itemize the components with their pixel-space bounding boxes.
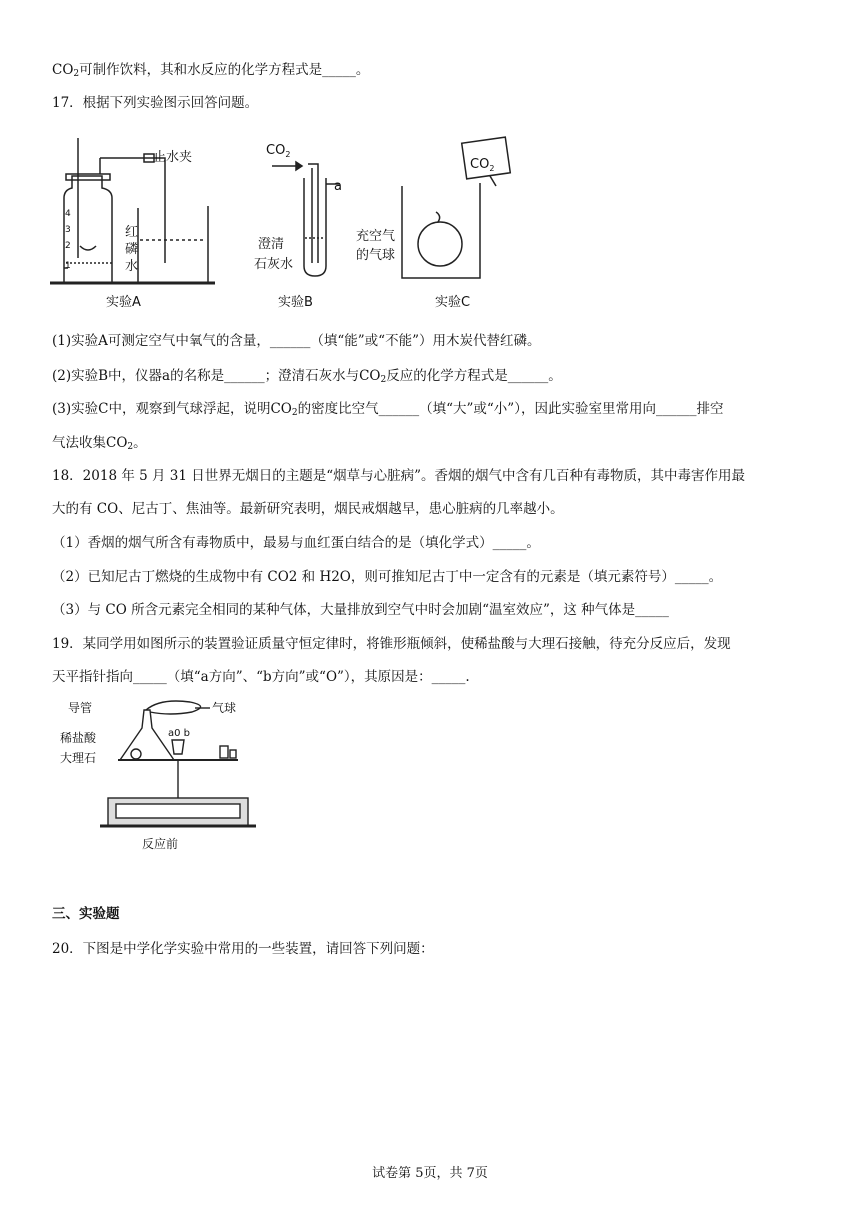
q17-stem: 17．根据下列实验图示回答问题。 [52,95,259,111]
svg-text:1: 1 [65,261,71,271]
svg-text:实验C: 实验C [435,295,471,310]
svg-text:a: a [334,179,342,194]
q18-line1: 18．2018 年 5 月 31 日世界无烟日的主题是“烟草与心脏病”。香烟的烟气中含有几百种有毒物质，其中毒害作用最 [52,468,746,484]
q16-tail: $CO_2$可制作饮料，其和水反应的化学方程式是_____。 [52,62,370,79]
svg-text:CO2: $CO_2$ [266,143,291,159]
svg-text:3: 3 [65,225,71,235]
section-heading: 三、实验题 [52,906,120,922]
q17-figure [50,128,520,318]
q19-balance-figure [60,698,260,858]
svg-text:实验A: 实验A [106,295,141,310]
q17-part3-cont: 气法收集$CO_2$。 [52,435,147,452]
q18-sub2: （2）已知尼古丁燃烧的生成物中有 CO2 和 H2O，则可推知尼古丁中一定含有的元素是（填元素符号）_____。 [52,569,723,585]
svg-text:CO2: $CO_2$ [470,157,495,173]
q19-line1: 19．某同学用如图所示的装置验证质量守恒定律时，将锥形瓶倾斜，使稀盐酸与大理石接触，待充分反应后，发现 [52,636,731,652]
svg-text:实验B: 实验B [278,295,313,310]
q17-part3: (3)实验C中，观察到气球浮起，说明$CO_2$的密度比空气______（填“大”或“小”），因此实验室里常用向______排空 [52,401,724,418]
q18-line2: 大的有 CO、尼古丁、焦油等。最新研究表明，烟民戒烟越早，患心脏病的几率越小。 [52,501,564,517]
svg-text:气球: 气球 [212,701,237,715]
q18-sub3: （3）与 CO 所含元素完全相同的某种气体，大量排放到空气中时会加剧“温室效应”，这 种气体是_____ [52,602,669,618]
svg-text:澄清: 澄清 [258,237,285,252]
svg-text:充空气: 充空气 [356,229,396,244]
q17-part1: (1)实验A可测定空气中氧气的含量，______（填“能”或“不能”）用木炭代替红磷。 [52,333,541,349]
svg-text:稀盐酸: 稀盐酸 [60,731,97,745]
page-footer: 试卷第 5页，共 7页 [372,1166,488,1181]
svg-text:大理石: 大理石 [60,751,97,765]
svg-text:2: 2 [65,241,71,251]
q20-stem: 20．下图是中学化学实验中常用的一些装置，请回答下列问题： [52,941,434,957]
svg-text:的气球: 的气球 [356,248,396,263]
svg-text:石灰水: 石灰水 [254,257,294,272]
svg-text:a0 b: a0 b [168,728,191,739]
q17-part2: (2)实验B中，仪器a的名称是______；澄清石灰水与$CO_2$反应的化学方程式是______。 [52,368,562,385]
svg-text:水: 水 [125,259,139,274]
q19-line2: 天平指针指向_____（填“a方向”、“b方向”或“O”），其原因是：_____. [52,669,470,685]
svg-text:4: 4 [65,209,71,219]
svg-text:止水夹: 止水夹 [153,150,193,165]
svg-text:红: 红 [125,225,139,240]
svg-text:导管: 导管 [68,701,93,715]
svg-text:反应前: 反应前 [142,837,179,851]
svg-text:磷: 磷 [125,242,139,257]
q18-sub1: （1）香烟的烟气所含有毒物质中，最易与血红蛋白结合的是（填化学式）_____。 [52,535,540,551]
